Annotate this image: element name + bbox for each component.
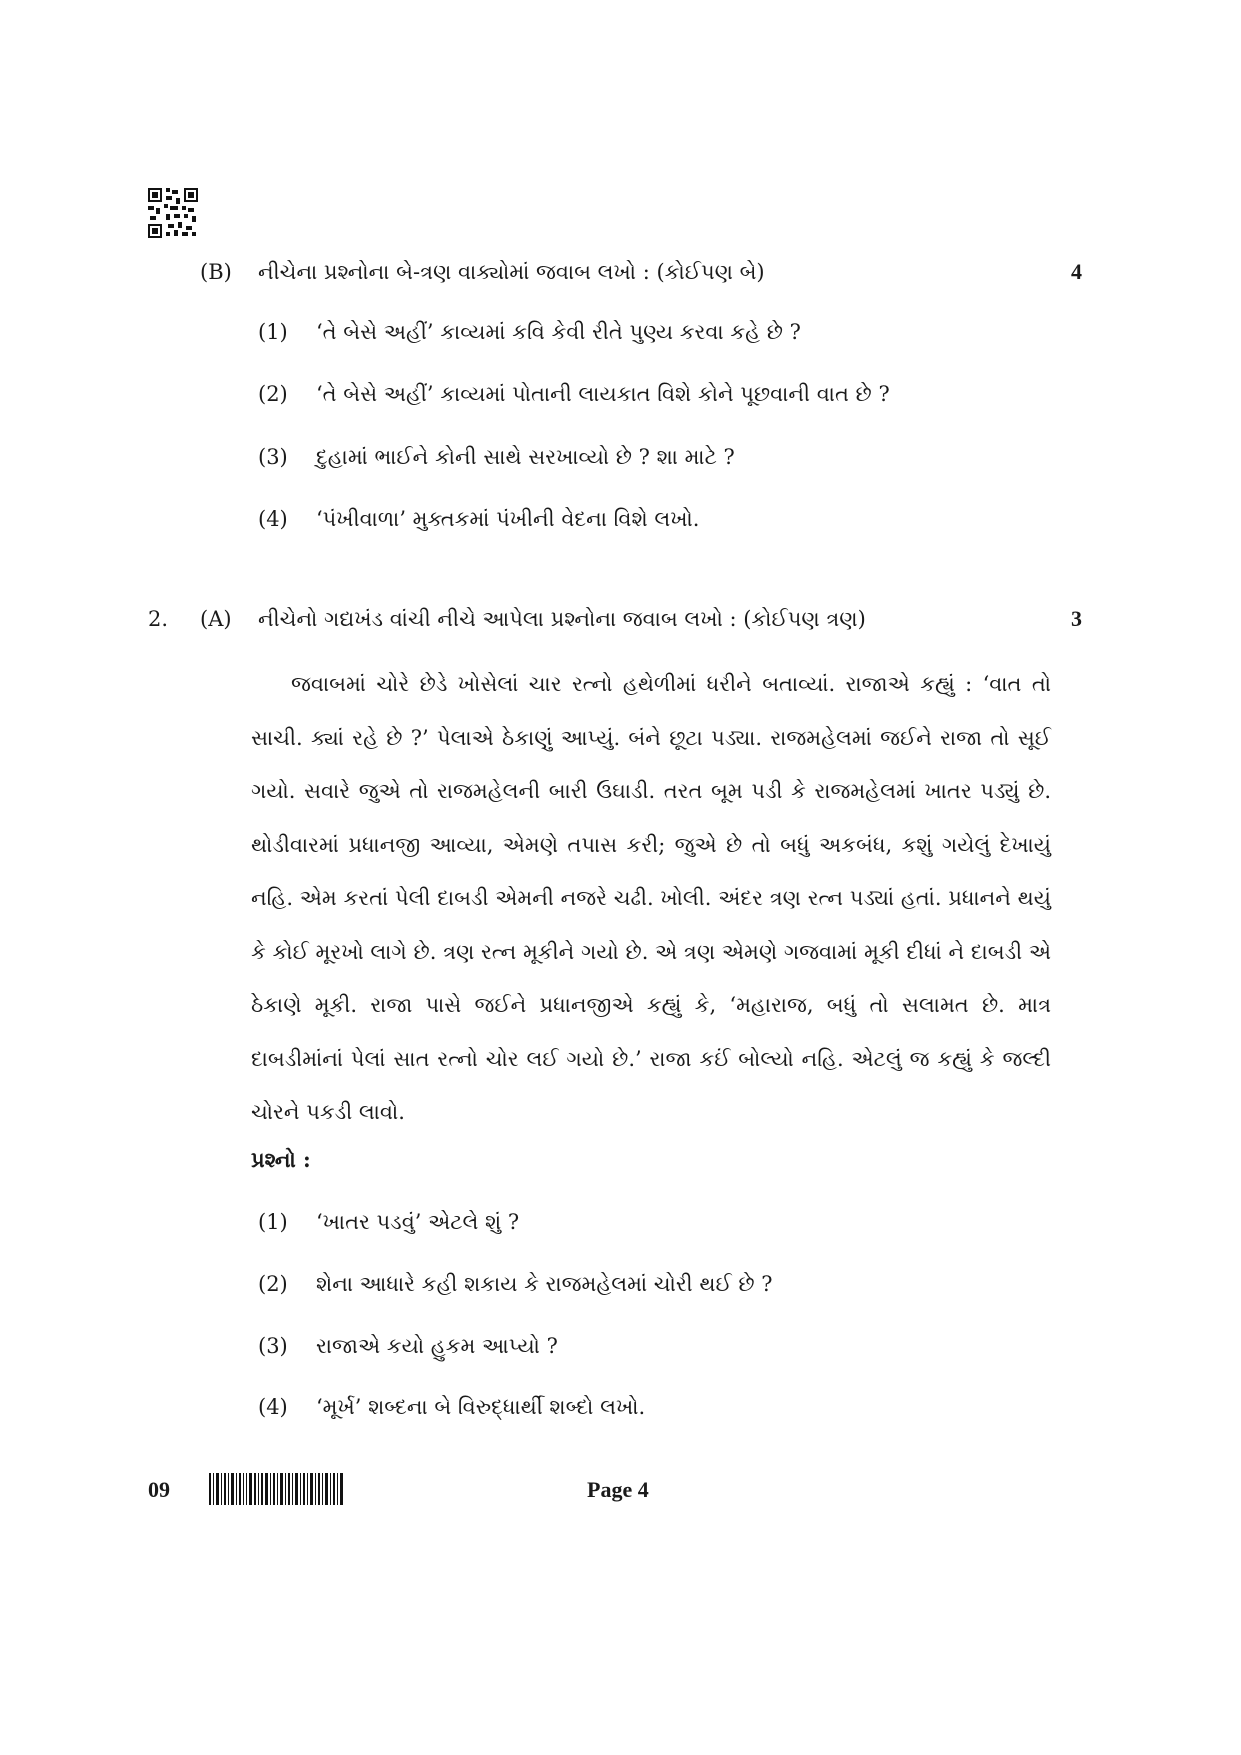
question-2-number: 2.	[148, 607, 169, 631]
section-b-marks: 4	[1071, 259, 1082, 284]
question-number: (2)	[258, 1272, 288, 1296]
section-b-instruction: નીચેના પ્રશ્નોના બે-ત્રણ વાક્યોમાં જવાબ લખો : (કોઈપણ બે)	[258, 260, 765, 284]
question-text: રાજાએ કયો હુકમ આપ્યો ?	[316, 1334, 558, 1358]
section-b-label: (B)	[200, 260, 232, 284]
barcode-icon	[209, 1473, 343, 1505]
question-text: દુહામાં ભાઈને કોની સાથે સરખાવ્યો છે ? શા માટે ?	[316, 445, 735, 469]
question-text: ‘પંખીવાળા’ મુક્તકમાં પંખીની વેદના વિશે લખો.	[316, 507, 700, 531]
question-number: (1)	[258, 1210, 288, 1234]
question-text: ‘તે બેસે અહીં’ કાવ્યમાં પોતાની લાયકાત વિશે કોને પૂછવાની વાત છે ?	[316, 382, 890, 406]
questions-heading: પ્રશ્નો :	[251, 1147, 311, 1172]
question-number: (3)	[258, 445, 288, 469]
question-text: ‘ખાતર પડવું’ એટલે શું ?	[316, 1210, 520, 1234]
question-text: ‘મૂર્ખ’ શબ્દના બે વિરુદ્ધાર્થી શબ્દો લખો.	[316, 1395, 646, 1419]
question-text: ‘તે બેસે અહીં’ કાવ્યમાં કવિ કેવી રીતે પુણ્ય કરવા કહે છે ?	[316, 320, 801, 344]
question-2-label: (A)	[200, 607, 232, 631]
page-number: Page 4	[587, 1477, 649, 1502]
question-text: શેના આધારે કહી શકાય કે રાજમહેલમાં ચોરી થઈ છે ?	[316, 1272, 773, 1296]
question-2-marks: 3	[1071, 606, 1082, 631]
question-number: (3)	[258, 1334, 288, 1358]
qr-code-icon	[148, 188, 198, 238]
question-number: (4)	[258, 507, 288, 531]
question-2-instruction: નીચેનો ગદ્યખંડ વાંચી નીચે આપેલા પ્રશ્નોના જવાબ લખો : (કોઈપણ ત્રણ)	[258, 607, 866, 631]
paper-code: 09	[148, 1477, 170, 1502]
question-number: (2)	[258, 382, 288, 406]
passage: જવાબમાં ચોરે છેડે ખોસેલાં ચાર રત્નો હથેળીમાં ધરીને બતાવ્યાં. રાજાએ કહ્યું : ‘વાત તો સાચી. ક્યાં રહે છે ?’ પેલાએ ઠેકાણું આપ્યું. બંને છૂટા પડ્યા. રાજમહેલમાં જઈને રાજા તો સૂઈ ગયો. સવારે જુએ તો રાજમહેલની બારી ઉઘાડી. તરત બૂમ પડી કે રાજમહેલમાં ખાતર પડ્યું છે. થોડીવારમાં પ્રધાનજી આવ્યા, એમણે તપાસ કરી; જુએ છે તો બધું અકબંધ, કશું ગયેલું દેખાયું નહિ. એમ કરતાં પેલી દાબડી એમની નજરે ચઢી. ખોલી. અંદર ત્રણ રત્ન પડ્યાં હતાં. પ્રધાનને થયું કે કોઈ મૂરખો લાગે છે. ત્રણ રત્ન મૂકીને ગયો છે. એ ત્રણ એમણે ગજવામાં મૂકી દીધાં ને દાબડી એ ઠેકાણે મૂકી. રાજા પાસે જઈને પ્રધાનજીએ કહ્યું કે, ‘મહારાજ, બધું તો સલામત છે. માત્ર દાબડીમાંનાં પેલાં સાત રત્નો ચોર લઈ ગયો છે.’ રાજા કઈં બોલ્યો નહિ. એટલું જ કહ્યું કે જલ્દી ચોરને પકડી લાવો.	[251, 672, 1051, 1124]
question-number: (1)	[258, 320, 288, 344]
question-number: (4)	[258, 1395, 288, 1419]
